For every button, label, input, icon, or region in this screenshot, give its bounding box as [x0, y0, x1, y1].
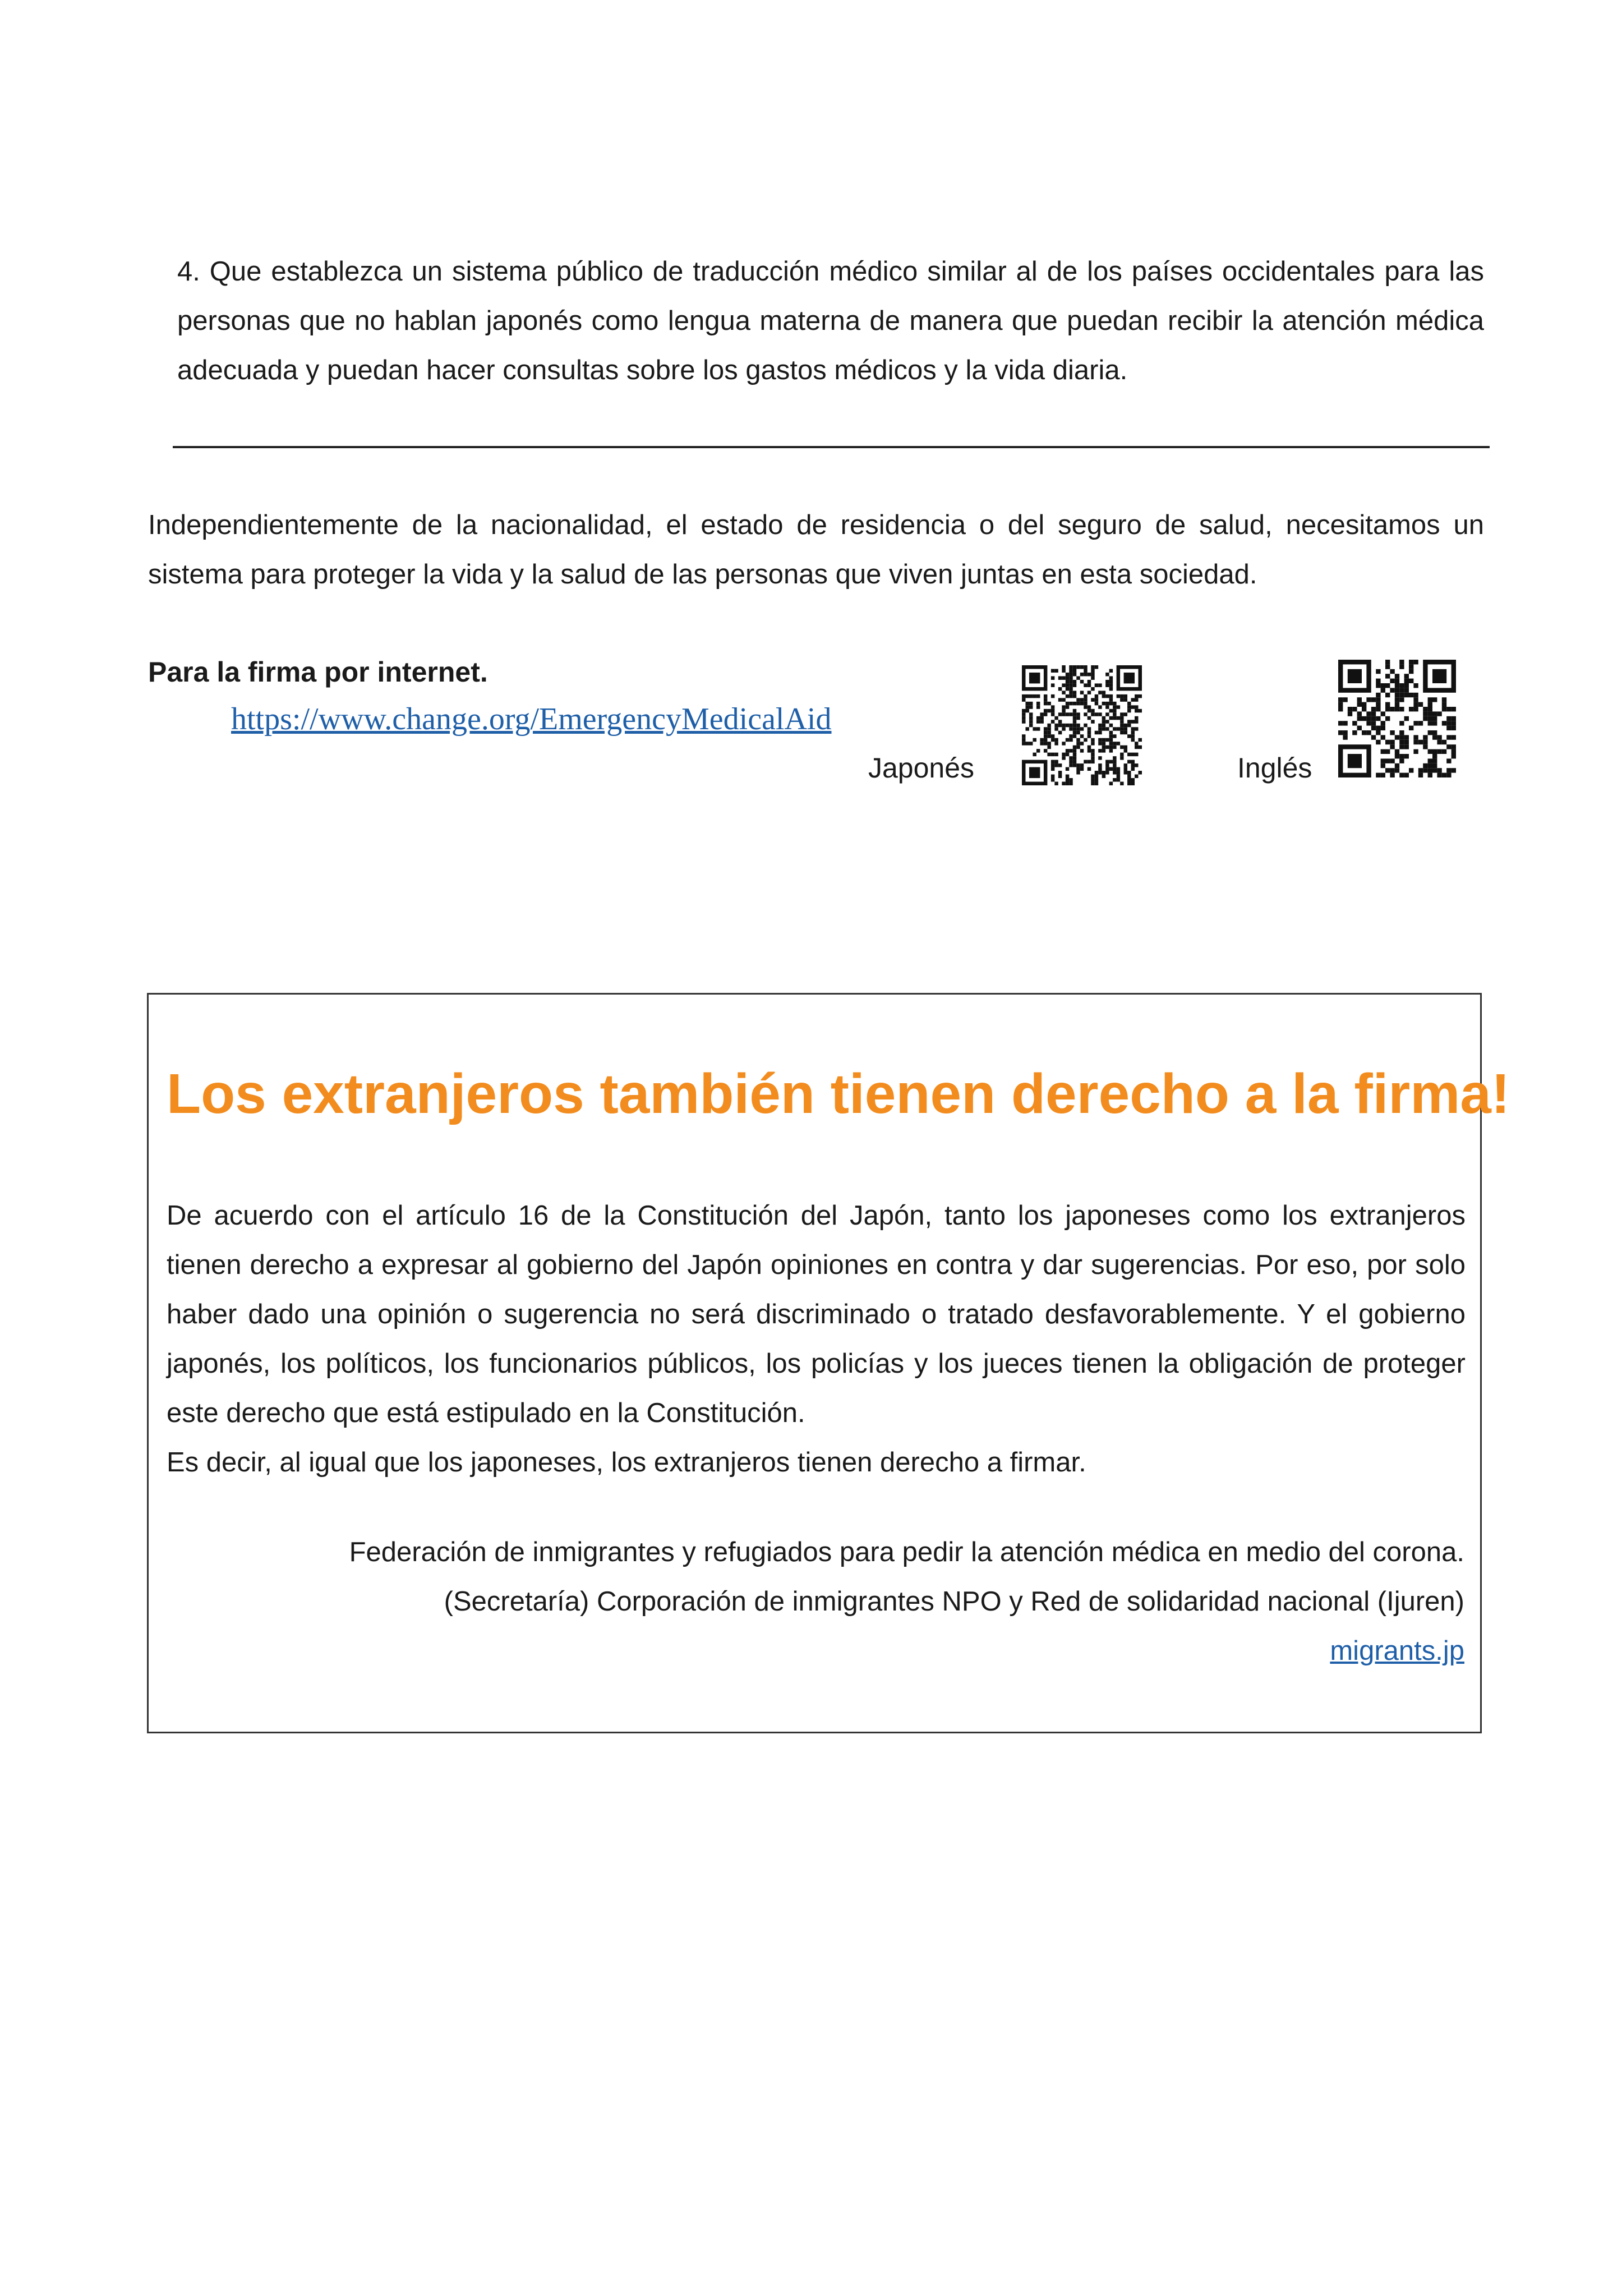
organization-name: Federación de inmigrantes y refugiados para pedir la atención médica en medio del corona.	[349, 1537, 1464, 1567]
website-link[interactable]: migrants.jp	[1330, 1636, 1464, 1666]
signature-heading: Para la firma por internet.	[148, 656, 488, 688]
notice-body	[167, 1191, 1466, 1487]
demand-item-4: 4. Que establezca un sistema público de traducción médico similar al de los países occidentales para las personas que no hablan japonés como lengua materna de manera que puedan recibir la atención médica adecuada y puedan hacer consultas sobre los gastos médicos y la vida diaria.	[177, 256, 1484, 385]
notice-title: Los extranjeros también tienen derecho a la firma!	[167, 1062, 1510, 1125]
divider	[173, 446, 1490, 448]
qr-code-english-icon[interactable]	[1338, 660, 1456, 777]
qr-label-english: Inglés	[1237, 752, 1312, 784]
notice-footer	[349, 1527, 1464, 1676]
notice-body-text: De acuerdo con el artículo 16 de la Constitución del Japón, tanto los japoneses como los extranjeros tienen derecho a expresar al gobierno del Japón opiniones en contra y dar sugerencias. Por eso, por solo haber dado una opinión o sugerencia no será discriminado o tratado desfavorablemente. Y el gobierno japonés, los políticos, los funcionarios públicos, los policías y los jueces tienen la obligación de proteger este derecho que está estipulado en la Constitución.	[167, 1200, 1466, 1428]
qr-code-japanese-icon[interactable]	[1022, 665, 1142, 785]
notice-body-last: Es decir, al igual que los japoneses, los extranjeros tienen derecho a firmar.	[167, 1447, 1086, 1478]
secretariat-name: (Secretaría) Corporación de inmigrantes NPO y Red de solidaridad nacional (Ijuren)	[444, 1586, 1464, 1617]
statement-paragraph: Independientemente de la nacionalidad, el estado de residencia o del seguro de salud, necesitamos un sistema para proteger la vida y la salud de las personas que viven juntas en esta sociedad.	[148, 510, 1484, 590]
petition-link[interactable]: https://www.change.org/EmergencyMedicalAid	[231, 702, 832, 737]
notice-box	[147, 993, 1510, 1733]
qr-label-japanese: Japonés	[868, 752, 975, 784]
